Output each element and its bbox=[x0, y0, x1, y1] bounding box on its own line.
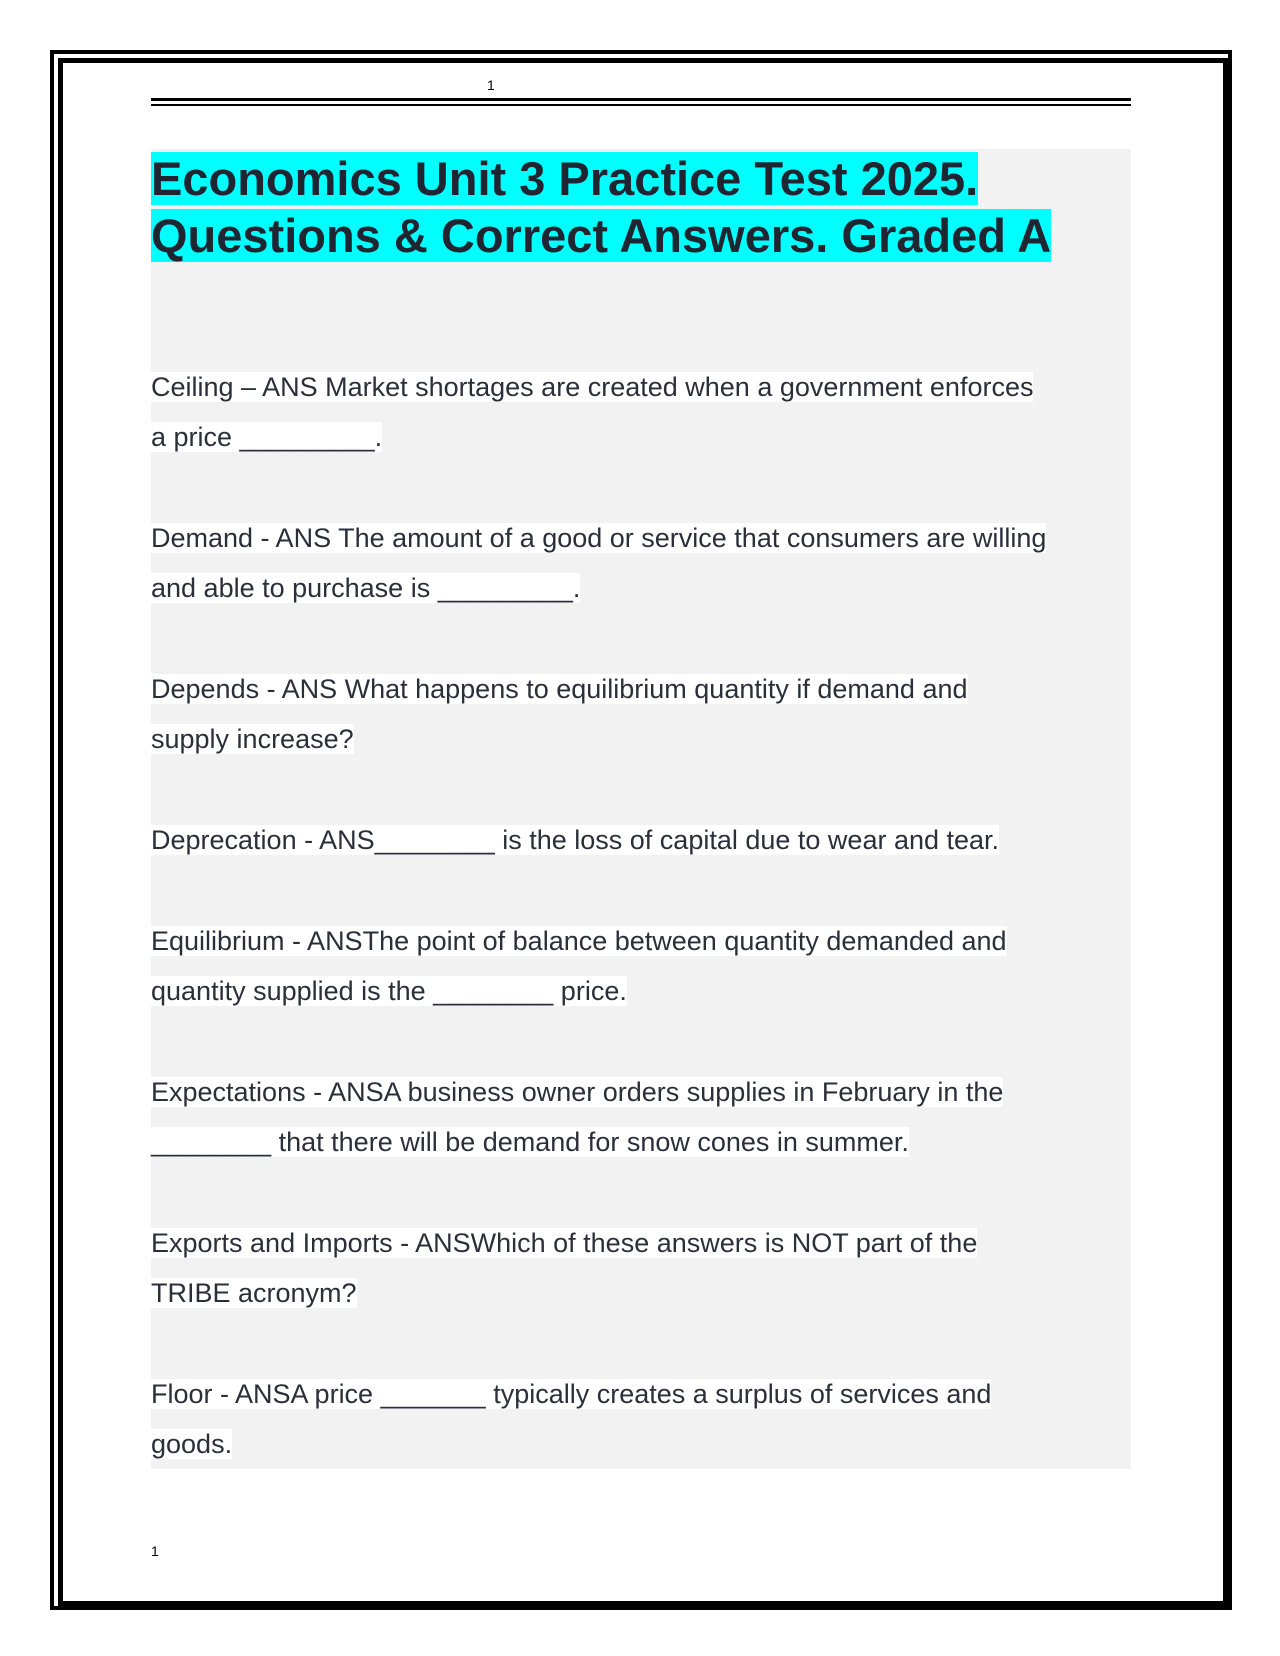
qa-line: supply increase? bbox=[151, 724, 354, 754]
qa-item bbox=[151, 362, 1131, 462]
document-title bbox=[151, 150, 1051, 264]
title-line-2: Questions & Correct Answers. Graded A bbox=[151, 209, 1052, 262]
qa-item bbox=[151, 513, 1131, 613]
qa-item bbox=[151, 1218, 1131, 1318]
qa-item bbox=[151, 916, 1131, 1016]
qa-line: a price _________. bbox=[151, 422, 383, 452]
header-page-number: 1 bbox=[487, 77, 495, 93]
header-rule bbox=[151, 98, 1131, 101]
qa-line: Equilibrium - ANSThe point of balance between quantity demanded and bbox=[151, 926, 1007, 956]
qa-line: Depends - ANS What happens to equilibrium quantity if demand and bbox=[151, 674, 968, 704]
qa-line: Floor - ANSA price _______ typically creates a surplus of services and bbox=[151, 1379, 992, 1409]
qa-line: Expectations - ANSA business owner orders supplies in February in the bbox=[151, 1077, 1004, 1107]
qa-line: Ceiling – ANS Market shortages are created when a government enforces bbox=[151, 372, 1034, 402]
header-rule-secondary bbox=[151, 104, 1131, 106]
qa-item bbox=[151, 664, 1131, 764]
qa-line: goods. bbox=[151, 1429, 233, 1459]
qa-line: and able to purchase is _________. bbox=[151, 573, 581, 603]
footer-page-number: 1 bbox=[151, 1543, 159, 1559]
qa-line: ________ that there will be demand for snow cones in summer. bbox=[151, 1127, 909, 1157]
qa-line: TRIBE acronym? bbox=[151, 1278, 357, 1308]
qa-line: Demand - ANS The amount of a good or service that consumers are willing bbox=[151, 523, 1047, 553]
qa-line: Exports and Imports - ANSWhich of these answers is NOT part of the bbox=[151, 1228, 978, 1258]
qa-line: Deprecation - ANS________ is the loss of capital due to wear and tear. bbox=[151, 825, 1000, 855]
title-line-1: Economics Unit 3 Practice Test 2025. bbox=[151, 152, 979, 205]
qa-line: quantity supplied is the ________ price. bbox=[151, 976, 627, 1006]
qa-item bbox=[151, 1067, 1131, 1167]
qa-item bbox=[151, 815, 1131, 865]
qa-item bbox=[151, 1369, 1131, 1469]
